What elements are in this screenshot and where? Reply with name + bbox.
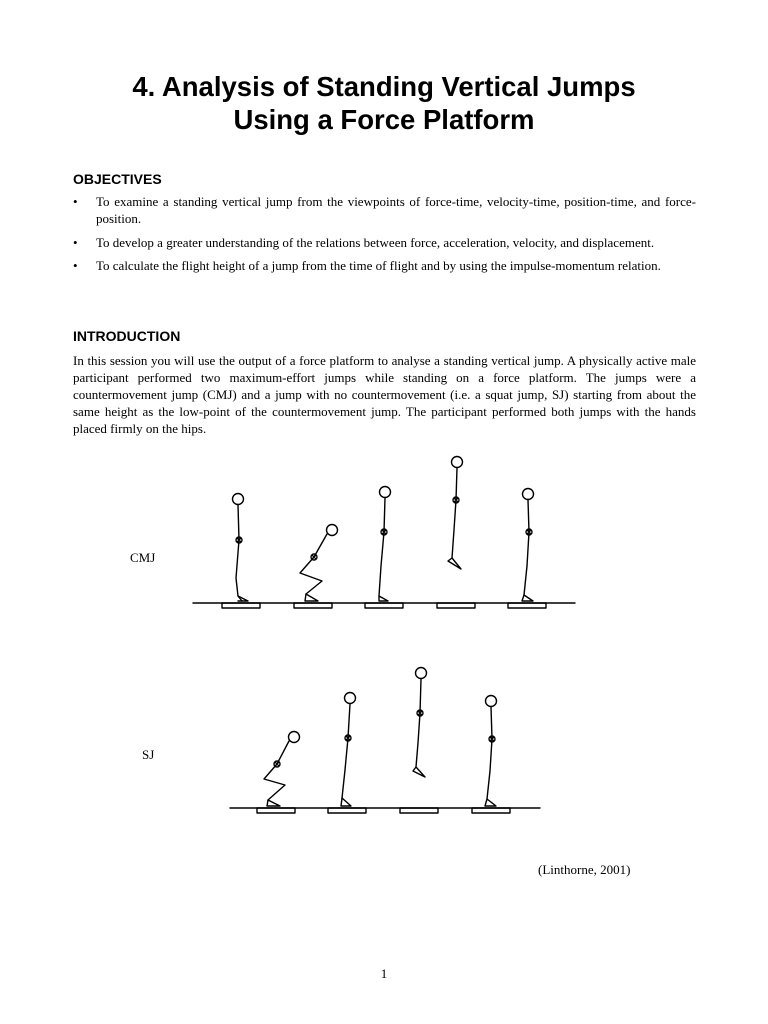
objectives-list: [73, 194, 696, 282]
stick-figure-squat: [300, 525, 338, 602]
objective-text-3: To calculate the flight height of a jump from the time of flight and by using the impulse-momentum relation.: [96, 258, 661, 274]
force-plate: [222, 603, 260, 608]
bullet-icon: •: [73, 258, 78, 274]
force-plate: [437, 603, 475, 608]
sj-label: SJ: [142, 747, 155, 762]
force-plate: [257, 808, 295, 813]
force-plate: [400, 808, 438, 813]
force-plate: [328, 808, 366, 813]
force-plate: [508, 603, 546, 608]
objective-text-2: To develop a greater understanding of the relations between force, acceleration, velocity, and displacement.: [96, 234, 655, 250]
stick-figure-extension: [379, 487, 391, 602]
stick-figure-landing: [522, 489, 534, 602]
title-line-1: 4. Analysis of Standing Vertical Jumps: [132, 71, 636, 102]
objective-text-1: To examine a standing vertical jump from the viewpoints of force-time, velocity-time, position-time, and force-position.: [96, 194, 696, 226]
stick-figure-squat: [264, 732, 300, 807]
title-line-2: Using a Force Platform: [233, 104, 535, 135]
jump-figure: [0, 440, 768, 860]
stick-figure-flight: [448, 457, 463, 570]
introduction-paragraph: In this session you will use the output of a force platform to analyse a standing vertical jump. A physically active male participant performed two maximum-effort jumps while standing on a force platform. The jumps were a countermovement jump (CMJ) and a jump with no countermovement (i.e. a squat jump, SJ) starting from about the same height as the low-point of the countermovement jump. The participant performed both jumps with the hands placed firmly on the hips.: [73, 353, 696, 436]
cmj-sequence: [193, 457, 575, 609]
sj-sequence: [230, 668, 540, 814]
list-item: [73, 258, 696, 275]
page-title: [0, 70, 768, 136]
bullet-icon: •: [73, 194, 78, 209]
page-number: 1: [380, 966, 388, 981]
bullet-icon: •: [73, 234, 78, 250]
force-plate: [472, 808, 510, 813]
stick-figure-landing: [485, 696, 497, 807]
stick-figure-flight: [413, 668, 427, 778]
objectives-heading: OBJECTIVES: [73, 171, 162, 187]
cmj-label: CMJ: [130, 550, 156, 565]
list-item: [73, 235, 696, 252]
stick-figure-extension: [341, 693, 356, 807]
force-plate: [365, 603, 403, 608]
list-item: [73, 194, 696, 228]
figure-citation: (Linthorne, 2001): [538, 862, 631, 877]
introduction-heading: INTRODUCTION: [73, 328, 181, 344]
stick-figure-standing: [233, 494, 249, 602]
force-plate: [294, 603, 332, 608]
